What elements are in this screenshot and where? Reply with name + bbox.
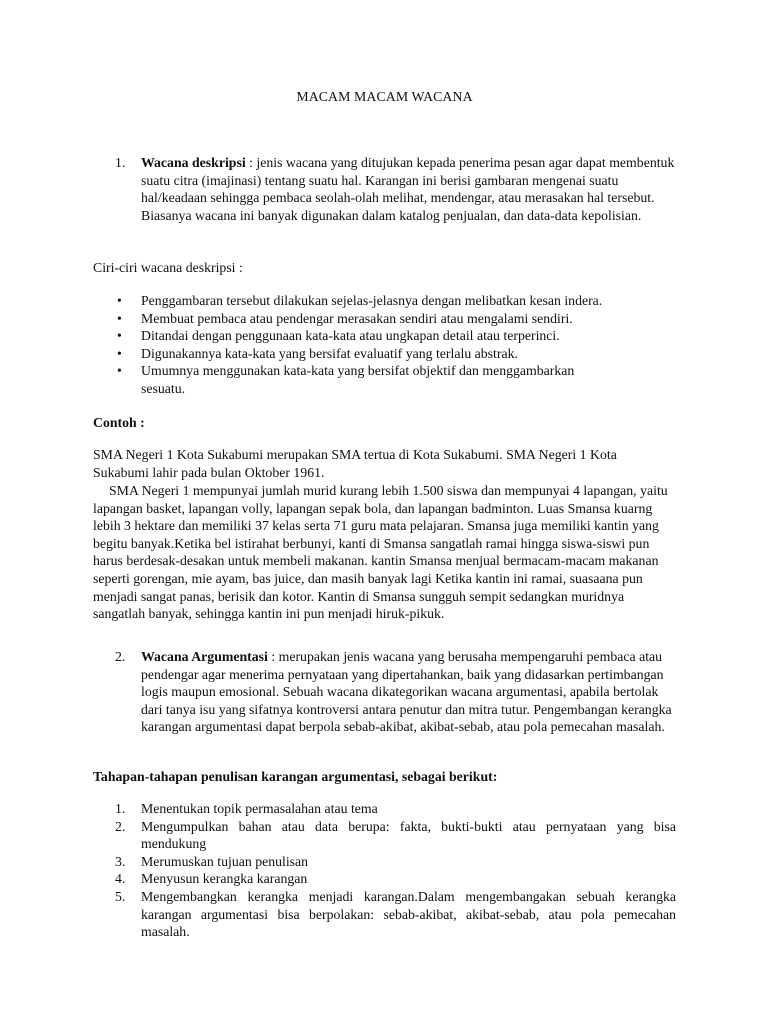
section-body (141, 648, 676, 736)
list-item: 1. Menentukan topik permasalahan atau tema (115, 801, 378, 816)
list-item: • Ditandai dengan penggunaan kata-kata atau ungkapan detail atau terperinci. (117, 328, 560, 344)
tahapan-heading: Tahapan-tahapan penulisan karangan argumentasi, sebagai berikut: (93, 769, 498, 784)
bullet-icon: • (117, 363, 122, 379)
section-number: 1. (115, 155, 126, 170)
section-term: Wacana Argumentasi (141, 649, 268, 664)
list-item: • Umumnya menggunakan kata-kata yang bersifat objektif dan menggambarkan sesuatu. (117, 363, 575, 396)
bullet-icon: • (117, 328, 122, 344)
section-number: 2. (115, 649, 126, 664)
contoh-paragraph-2: SMA Negeri 1 mempunyai jumlah murid kurang lebih 1.500 siswa dan mempunyai 4 lapangan, yaitu lapangan basket, lapangan volly, lapangan sepak bola, dan lapangan badminton. Luas Smansa kuarng lebih 3 hektare dan memiliki 37 kelas serta 71 guru mata pelajaran. Smansa juga memiliki kantin yang begitu banyak.Ketika bel istirahat berbunyi, kanti di Smansa sangatlah ramai hingga siswa-siswi pun harus berdesak-desakan untuk membeli makanan. kantin Smansa menjual bermacam-macam makanan seperti gorengan, mie ayam, bas juice, dan masih banyak lagi Ketika kantin ini ramai, suasaana pun menjadi sangat panas, berisik dan kotor. Kantin di Smansa sungguh sempit sedangkan muridnya sangatlah banyak, sehingga kantin ini pun menjadi hiruk-pikuk. (93, 483, 668, 622)
ciri-heading: Ciri-ciri wacana deskripsi : (93, 260, 243, 275)
list-item: • Digunakannya kata-kata yang bersifat evaluatif yang terlalu abstrak. (117, 345, 518, 361)
section-deskripsi (93, 154, 676, 224)
list-item: 5. Mengembangkan kerangka menjadi karangan.Dalam mengembangakan sebuah kerangka karangan argumentasi bisa berpolakan: sebab-akibat, akibat-sebab, atau pola pemecahan masalah. (115, 888, 676, 940)
contoh-paragraph-1: SMA Negeri 1 Kota Sukabumi merupakan SMA tertua di Kota Sukabumi. SMA Negeri 1 Kota Sukabumi lahir pada bulan Oktober 1961. (93, 447, 617, 480)
bullet-icon: • (117, 310, 122, 326)
section-term: Wacana deskripsi (141, 155, 246, 170)
document-title: MACAM MACAM WACANA (296, 89, 473, 104)
section-text: : jenis wacana yang ditujukan kepada penerima pesan agar dapat membentuk suatu citra (imajinasi) tentang suatu hal. Karangan ini berisi gambaran mengenai suatu hal/keadaan sehingga pembaca seolah-olah melihat, mendengar, atau merasakan hal tersebut. Biasanya wacana ini banyak digunakan dalam katalog penjualan, dan data-data kepolisian. (141, 155, 675, 223)
section-argumentasi (93, 648, 676, 736)
list-item: 4. Menyusun kerangka karangan (115, 871, 308, 887)
contoh-heading: Contoh : (93, 415, 145, 430)
list-item: • Penggambaran tersebut dilakukan sejelas-jelasnya dengan melibatkan kesan indera. (117, 293, 603, 308)
section-body (141, 154, 676, 224)
section-text: : merupakan jenis wacana yang berusaha mempengaruhi pembaca atau pendengar agar menerima pernyataan yang dipertahankan, baik yang didasarkan pertimbangan logis maupun emosional. Sebuah wacana dikategorikan wacana argumentasi, apabila bertolak dari tanya isu yang sifatnya kontroversi antara penutur dan mitra tutur. Pengembangan kerangka karangan argumentasi dapat berpola sebab-akibat, akibat-sebab, atau pola pemecahan masalah. (141, 649, 672, 735)
list-item: • Membuat pembaca atau pendengar merasakan sendiri atau mengalami sendiri. (117, 310, 573, 326)
bullet-icon: • (117, 293, 122, 308)
list-item: 2. Mengumpulkan bahan atau data berupa: fakta, bukti-bukti atau pernyataan yang bisa mendukung (115, 818, 676, 852)
bullet-icon: • (117, 345, 122, 361)
list-item: 3. Merumuskan tujuan penulisan (115, 853, 309, 869)
tahapan-list (93, 800, 676, 941)
ciri-list (93, 292, 676, 398)
